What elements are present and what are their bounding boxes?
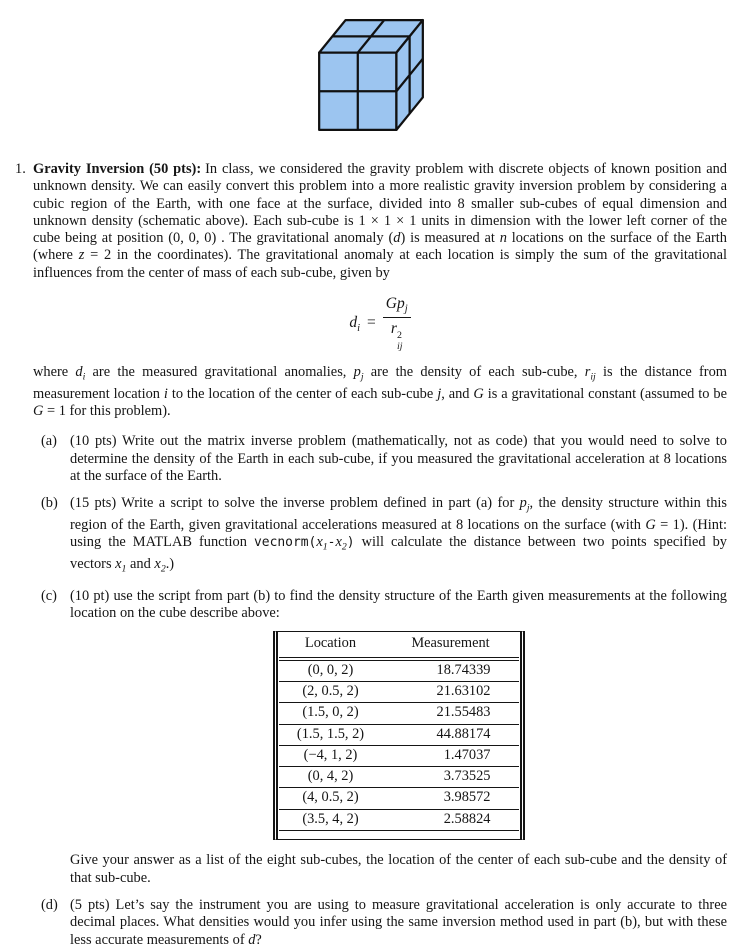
denominator-scripts — [397, 331, 403, 352]
problem-1 — [15, 161, 728, 949]
anomaly-equation — [33, 295, 727, 352]
part-d-label: (d) — [41, 896, 58, 913]
problem-intro-text: In class, we considered the gravity problem with discrete objects of known position and unknown density. We can easily convert this problem into a more realistic gravity inversion problem by considering a cubic region of the Earth, with one face at the surface, divided into 8 smaller sub-cubes of equal dimension and unknown density (schematic above). Each sub-cube is 1 × 1 × 1 units in dimension with the lower left corner of the cube being at position (0, 0, 0) . The gravitational anomaly (d) is measured at n locations on the surface of the Earth (where z = 2 in the coordinates). The gravitational anomaly at each location is simply the sum of the gravitational influences from the center of mass of each sub-cube, given by — [33, 161, 728, 281]
equation-equals-sign: = — [367, 314, 376, 332]
denominator-variable: r — [390, 320, 397, 338]
equation-fraction — [383, 295, 411, 352]
column-header-measurement: Measurement — [383, 632, 519, 658]
part-a-text: (10 pts) Write out the matrix inverse problem (mathematically, not as code) that you would need to solve to determine the density of the Earth in each sub-cube, if you measured the gravitational acceleration at 8 locations at the surface of the Earth. — [70, 433, 727, 485]
denominator-subscript: ij — [396, 340, 403, 352]
measurement-cell: 2.58824 — [383, 809, 519, 830]
location-cell: (−4, 1, 2) — [279, 745, 383, 766]
cube-figure — [15, 14, 727, 143]
measurement-cell: 18.74339 — [383, 659, 519, 682]
measurement-table-body — [279, 659, 519, 831]
numerator-variables: Gp — [385, 295, 405, 313]
part-c-text: (10 pt) use the script from part (b) to find the density structure of the Earth given measurements at the following location on the cube describe above: — [70, 587, 727, 622]
part-c-label: (c) — [41, 587, 57, 604]
part-b — [41, 495, 728, 577]
measurement-cell: 3.73525 — [383, 767, 519, 788]
measurement-table-frame — [273, 631, 525, 840]
cube-schematic-image — [310, 14, 432, 138]
measurement-table-wrap — [70, 631, 727, 845]
table-row — [279, 724, 519, 745]
location-cell: (4, 0.5, 2) — [279, 788, 383, 809]
table-row — [279, 788, 519, 809]
location-cell: (1.5, 0, 2) — [279, 703, 383, 724]
location-cell: (0, 4, 2) — [279, 767, 383, 788]
where-clause: where $d_i$ are the measured gravitational anomalies, $p_j$ are the density of each sub-cube, $r_{ij}$ is the distance from measurement location i to the location of the center of each sub-cube j, and G is a gravitational constant (assumed to be G = 1 for this problem). — [33, 364, 727, 420]
location-cell: (1.5, 1.5, 2) — [279, 724, 383, 745]
problem-title: Gravity Inversion (50 pts): — [33, 161, 202, 177]
numerator-subscript: j — [404, 303, 408, 315]
table-row — [279, 745, 519, 766]
part-b-label: (b) — [41, 495, 58, 512]
measurement-cell: 21.55483 — [383, 703, 519, 724]
denominator-superscript: 2 — [396, 330, 402, 342]
measurement-cell: 3.98572 — [383, 788, 519, 809]
table-row — [279, 809, 519, 830]
measurement-table-header — [279, 632, 519, 658]
part-a — [41, 433, 727, 485]
table-row — [279, 659, 519, 682]
location-cell: (2, 0.5, 2) — [279, 681, 383, 702]
header-row — [279, 632, 519, 658]
equation-numerator — [383, 295, 411, 317]
problem-number: 1. — [15, 161, 26, 177]
part-a-label: (a) — [41, 433, 57, 450]
part-c — [41, 587, 727, 887]
equation-lhs: d — [349, 314, 358, 332]
part-b-text: (15 pts) Write a script to solve the inverse problem defined in part (a) for $p_j$, the density structure within this region of the Earth, given gravitational accelerations measured at 8 locations on the surface (with G = 1). (Hint: using the MATLAB function $vecnorm(x_1-x_2)$ will calculate the distance between two points specified by vectors $x_1$ and $x_2$.) — [70, 495, 728, 575]
part-c-answer-instructions: Give your answer as a list of the eight sub-cubes, the location of the center of each sub-cube and the density of that sub-cube. — [70, 852, 727, 886]
measurement-table — [279, 632, 519, 831]
measurement-cell: 1.47037 — [383, 745, 519, 766]
part-d-text: (5 pts) Let’s say the instrument you are using to measure gravitational acceleration is only accurate to three decimal places. What densities would you infer using the same inversion method used in part (b), but with these less accurate measurements of d? — [70, 896, 727, 948]
problem-intro — [33, 161, 727, 282]
location-cell: (3.5, 4, 2) — [279, 809, 383, 830]
equation-denominator — [383, 317, 411, 352]
problem-parts — [33, 433, 727, 948]
location-cell: (0, 0, 2) — [279, 659, 383, 682]
measurement-cell: 21.63102 — [383, 681, 519, 702]
part-d — [41, 896, 727, 949]
measurement-cell: 44.88174 — [383, 724, 519, 745]
table-row — [279, 681, 519, 702]
column-header-location: Location — [279, 632, 383, 658]
equation-lhs-subscript: i — [357, 322, 361, 334]
table-row — [279, 703, 519, 724]
table-row — [279, 767, 519, 788]
